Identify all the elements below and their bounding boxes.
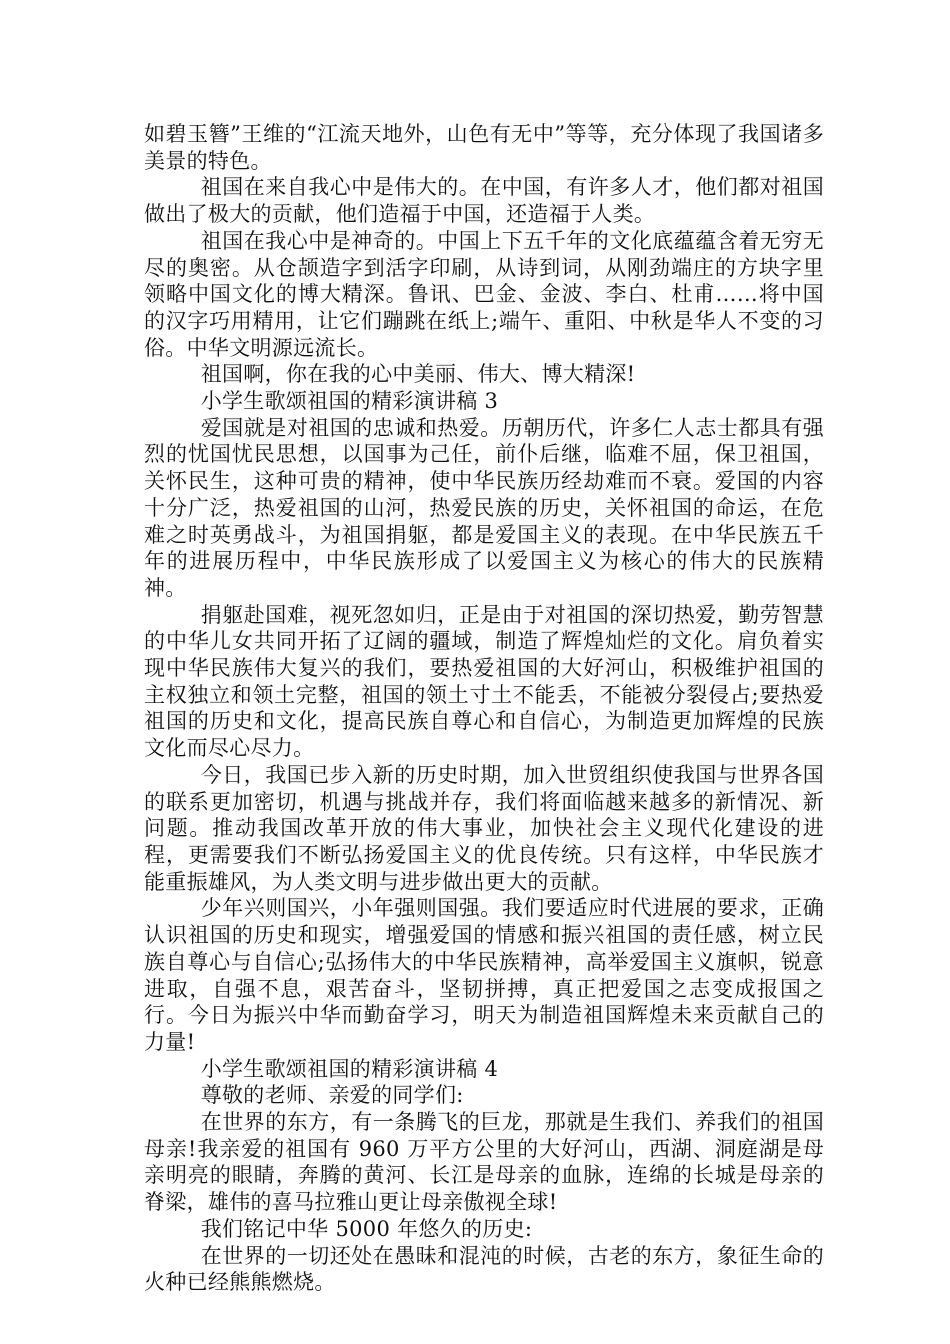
section-heading: 小学生歌颂祖国的精彩演讲稿 3 [200,389,499,414]
paragraph: 祖国啊，你在我的心中美丽、伟大、博大精深! [200,362,636,387]
paragraph: 祖国在来自我心中是伟大的。在中国，有许多人才，他们都对祖国做出了极大的贡献，他们造福于中国，还造福于人类。 [144,175,824,227]
paragraph: 我们铭记中华 5000 年悠久的历史: [200,1216,533,1241]
document-body [144,121,824,1296]
section-heading: 小学生歌颂祖国的精彩演讲稿 4 [200,1056,499,1081]
paragraph: 在世界的一切还处在愚昧和混沌的时候，古老的东方，象征生命的火种已经熊熊燃烧。 [144,1243,824,1295]
paragraph: 少年兴则国兴，小年强则国强。我们要适应时代进展的要求，正确认识祖国的历史和现实，增强爱国的情感和振兴祖国的责任感，树立民族自尊心与自信心;弘扬伟大的中华民族精神，高举爱国主义旗帜，锐意进取，自强不息，艰苦奋斗，坚韧拼搏，真正把爱国之志变成报国之行。今日为振兴中华而勤奋学习，明天为制造祖国辉煌未来贡献自己的力量! [144,896,824,1054]
paragraph: 爱国就是对祖国的忠诚和热爱。历朝历代，许多仁人志士都具有强烈的忧国忧民思想，以国事为己任，前仆后继，临难不屈，保卫祖国，关怀民生，这种可贵的精神，使中华民族历经劫难而不衰。爱国的内容十分广泛，热爱祖国的山河，热爱民族的历史，关怀祖国的命运，在危难之时英勇战斗，为祖国捐躯，都是爱国主义的表现。在中华民族五千年的进展历程中，中华民族形成了以爱国主义为核心的伟大的民族精神。 [144,415,824,600]
salutation: 尊敬的老师、亲爱的同学们: [200,1083,464,1108]
paragraph: 在世界的东方，有一条腾飞的巨龙，那就是生我们、养我们的祖国母亲!我亲爱的祖国有 960 万平方公里的大好河山，西湖、洞庭湖是母亲明亮的眼睛，奔腾的黄河、长江是母亲的血脉，连绵的长城是母亲的脊梁，雄伟的喜马拉雅山更让母亲傲视全球! [144,1110,824,1215]
paragraph-continuation: 如碧玉簪”王维的“江流天地外，山色有无中”等等，充分体现了我国诸多美景的特色。 [144,122,824,173]
paragraph: 捐躯赴国难，视死忽如归，正是由于对祖国的深切热爱，勤劳智慧的中华儿女共同开拓了辽阔的疆域，制造了辉煌灿烂的文化。肩负着实现中华民族伟大复兴的我们，要热爱祖国的大好河山，积极维护祖国的主权独立和领土完整，祖国的领土寸土不能丢，不能被分裂侵占;要热爱祖国的历史和文化，提高民族自尊心和自信心，为制造更加辉煌的民族文化而尽心尽力。 [144,602,824,761]
paragraph: 今日，我国已步入新的历史时期，加入世贸组织使我国与世界各国的联系更加密切，机遇与挑战并存，我们将面临越来越多的新情况、新问题。推动我国改革开放的伟大事业，加快社会主义现代化建设的进程，更需要我们不断弘扬爱国主义的优良传统。只有这样，中华民族才能重振雄风，为人类文明与进步做出更大的贡献。 [144,762,824,894]
paragraph: 祖国在我心中是神奇的。中国上下五千年的文化底蕴蕴含着无穷无尽的奥密。从仓颉造字到活字印刷，从诗到词，从刚劲端庄的方块字里领略中国文化的博大精深。鲁讯、巴金、金波、李白、杜甫……将中国的汉字巧用精用，让它们蹦跳在纸上;端午、重阳、中秋是华人不变的习俗。中华文明源远流长。 [144,228,824,360]
